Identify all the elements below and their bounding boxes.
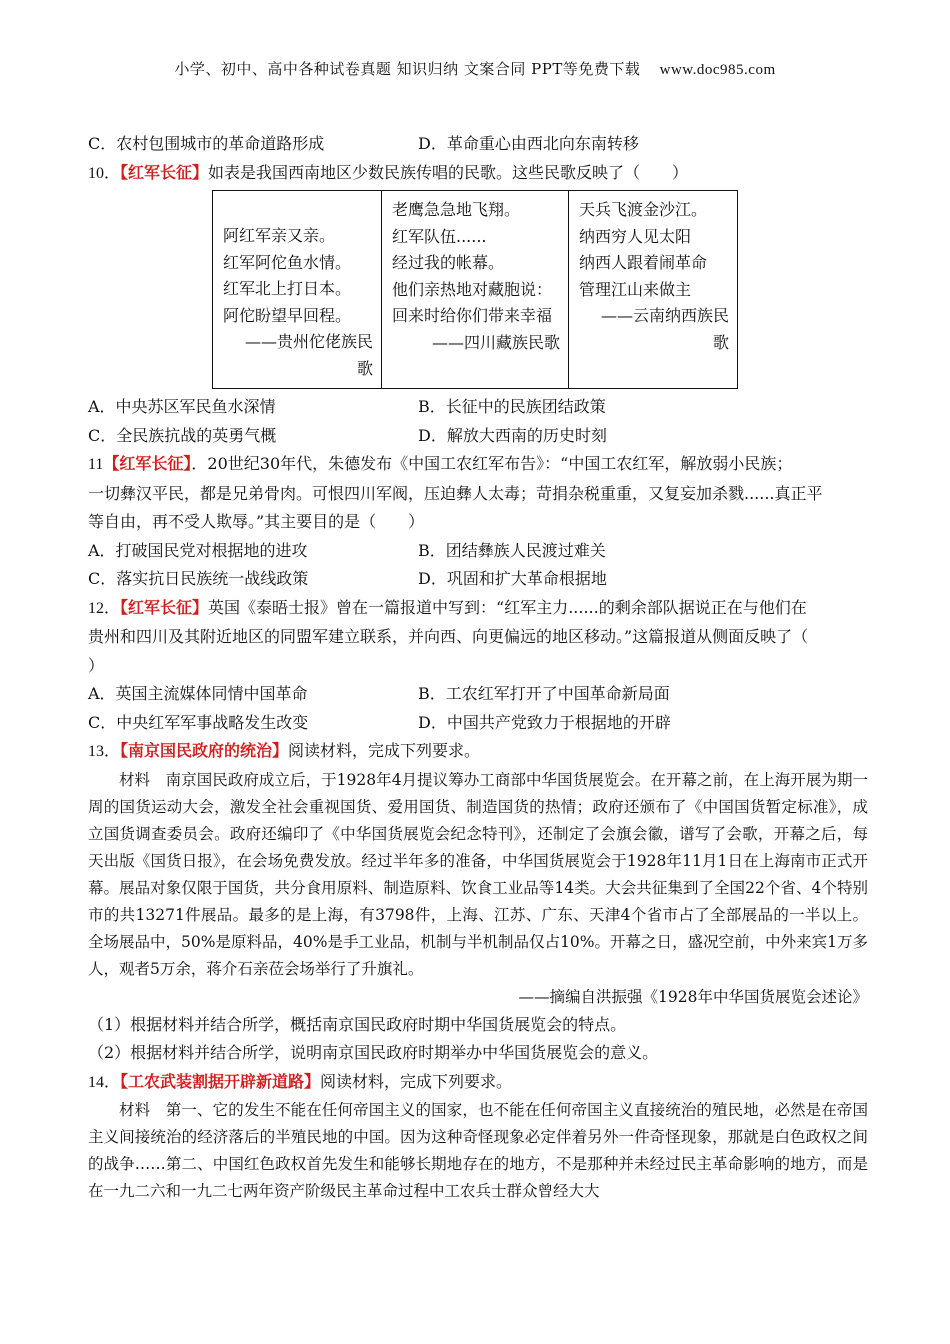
q9-option-d: D．革命重心由西北向东南转移 (418, 134, 639, 153)
song-line: 管理江山来做主 (579, 279, 692, 299)
q13-requirement-2: （2）根据材料并结合所学，说明南京国民政府时期举办中华国货展览会的意义。 (88, 1043, 659, 1062)
q10-option-b: B．长征中的民族团结政策 (418, 397, 606, 416)
q12-options-ab (88, 680, 868, 709)
q11-options-ab (88, 537, 868, 566)
song-line: 红军队伍...... (392, 226, 487, 246)
q11-options-cd (88, 565, 868, 594)
q11-stem (88, 450, 868, 480)
q10-options-cd (88, 422, 868, 451)
q12-number: 12． (88, 599, 121, 617)
q10-stem (88, 159, 868, 189)
page-header (0, 58, 950, 79)
q12-line2: 贵州和四川及其附近地区的同盟军建立联系，并向西、向更偏远的地区移动。”这篇报道从侧面反映了（ (88, 627, 809, 646)
q9-option-c: C．农村包围城市的革命道路形成 (88, 134, 325, 153)
song-line: 经过我的帐幕。 (392, 253, 505, 272)
q12-line3: ） (88, 655, 105, 675)
q11-option-a: A．打破国民党对根据地的进攻 (88, 540, 308, 560)
q12-option-d: D．中国共产党致力于根据地的开辟 (418, 712, 671, 732)
q13-material: 材料 南京国民政府成立后，于1928年4月提议筹办工商部中华国货展览会。在开幕之前，在上海开展为期一周的国货运动大会，激发全社会重视国货、爱用国货、制造国货的热情；政府还颁布了《中国国货暂定标准》，成立国货调查委员会。政府还编印了《中华国货展览会纪念特刊》，还制定了会旗会徽，谱写了会歌，开幕之后，每天出版《国货日报》，在会场免费发放。经过半年多的准备，中华国货展览会于1928年11月1日在上海南市正式开幕。展品对象仅限于国货，共分食用原料、制造原料、饮食工业品等14类。大会共征集到了全国22个省、4个特别市的共13271件展品。最多的是上海，有3798件，上海、江苏、广东、天津4个省市占了全部展品的一半以上。全场展品中，50%是原料品，40%是手工业品，机制与半机制品仅占10%。开幕之日，盛况空前，中外来宾1万多人，观者5万余，蒋介石亲莅会场举行了升旗礼。 (88, 770, 868, 978)
q10-option-d: D．解放大西南的历史时刻 (418, 425, 607, 445)
song-source: ——贵州佗佬族民 (244, 332, 373, 351)
q12-line1: 英国《泰晤士报》曾在一篇报道中写到：“红军主力......的剩余部队据说正在与他们在 (208, 597, 807, 617)
q10-option-a: A．中央苏区军民鱼水深情 (88, 397, 276, 416)
q12-tag: 【红军长征】 (120, 597, 209, 617)
q9-options-cd (88, 130, 868, 159)
q11-number: 11 (88, 456, 104, 473)
song-line: 回来时给你们带来幸福 (392, 306, 553, 325)
q13-citation: ——摘编自洪振强《1928年中华国货展览会述论》 (518, 987, 868, 1006)
q11-option-d: D．巩固和扩大革命根据地 (418, 569, 607, 588)
q10-tag: 【红军长征】 (120, 162, 209, 182)
exam-content (88, 130, 868, 1205)
song-cell-sichuan (382, 191, 569, 389)
q14-material: 材料 第一、它的发生不能在任何帝国主义的国家，也不能在任何帝国主义直接统治的殖民地，必然是在帝国主义间接统治的经济落后的半殖民地的中国。因为这种奇怪现象必定伴着另外一件奇怪现象，那就是白色政权之间的战争……第二、中国红色政权首先发生和能够长期地存在的地方，不是那种并未经过民主革命影响的地方，而是在一九二六和一九二七两年资产阶级民主革命过程中工农兵士群众曾经大大 (88, 1101, 868, 1200)
song-source: 歌 (712, 332, 729, 352)
q11-tag: 【红军长征】 (103, 454, 192, 473)
q14-number: 14． (88, 1073, 121, 1091)
q12-stem (88, 594, 868, 624)
q11-line3: 等自由，再不受人欺辱。”其主要目的是（ ） (88, 512, 425, 531)
q11-option-b: B．团结彝族人民渡过难关 (418, 540, 606, 560)
song-line: 天兵飞渡金沙江。 (579, 200, 708, 219)
folk-song-table (212, 190, 738, 389)
song-source: ——四川藏族民歌 (431, 332, 560, 352)
q10-options-ab (88, 393, 868, 422)
song-line: 红军阿佗鱼水情。 (223, 252, 352, 272)
q11-line2: 一切彝汉平民，都是兄弟骨肉。可恨四川军阀，压迫彝人太毒；苛捐杂税重重，又复妄加杀戮......真正平 (88, 483, 823, 503)
q10-option-c: C．全民族抗战的英勇气概 (88, 425, 277, 445)
song-cell-guizhou (213, 191, 382, 389)
header-text: 小学、初中、高中各种试卷真题 知识归纳 文案合同 PPT等免费下载 (174, 60, 641, 78)
q12-option-a: A．英国主流媒体同情中国革命 (88, 684, 308, 703)
song-line: 纳西人跟着闹革命 (579, 253, 708, 272)
q11-option-c: C．落实抗日民族统一战线政策 (88, 569, 309, 588)
q10-stem-text: 如表是我国西南地区少数民族传唱的民歌。这些民歌反映了（ ） (208, 162, 689, 182)
q14-stem-text: 阅读材料，完成下列要求。 (320, 1071, 513, 1091)
q11-line1: ．20世纪30年代，朱德发布《中国工农红军布告》：“中国工农红军，解放弱小民族； (191, 454, 793, 473)
song-cell-yunnan (569, 191, 738, 389)
q13-requirement-1: （1）根据材料并结合所学，概括南京国民政府时期中华国货展览会的特点。 (88, 1014, 627, 1034)
song-line: 纳西穷人见太阳 (579, 226, 692, 246)
q14-stem (88, 1068, 868, 1098)
song-line: 阿佗盼望早回程。 (223, 305, 352, 325)
header-url[interactable]: www.doc985.com (659, 62, 776, 78)
song-line: 老鹰急急地飞翔。 (392, 200, 521, 219)
q14-tag: 【工农武装割据开辟新道路】 (120, 1071, 321, 1091)
q13-number: 13． (88, 743, 121, 760)
song-line: 阿红军亲又亲。 (223, 226, 336, 245)
q13-stem (88, 737, 868, 767)
q13-stem-text: 阅读材料，完成下列要求。 (288, 741, 481, 760)
song-source: ——云南纳西族民 (600, 306, 729, 325)
q10-number: 10． (88, 164, 121, 182)
q12-options-cd (88, 709, 868, 738)
song-source: 歌 (356, 358, 373, 378)
q12-option-b: B．工农红军打开了中国革命新局面 (418, 684, 670, 703)
song-line: 红军北上打日本。 (223, 279, 352, 298)
q13-tag: 【南京国民政府的统治】 (120, 741, 289, 760)
song-line: 他们亲热地对藏胞说： (392, 279, 553, 299)
q12-option-c: C．中央红军军事战略发生改变 (88, 712, 309, 732)
